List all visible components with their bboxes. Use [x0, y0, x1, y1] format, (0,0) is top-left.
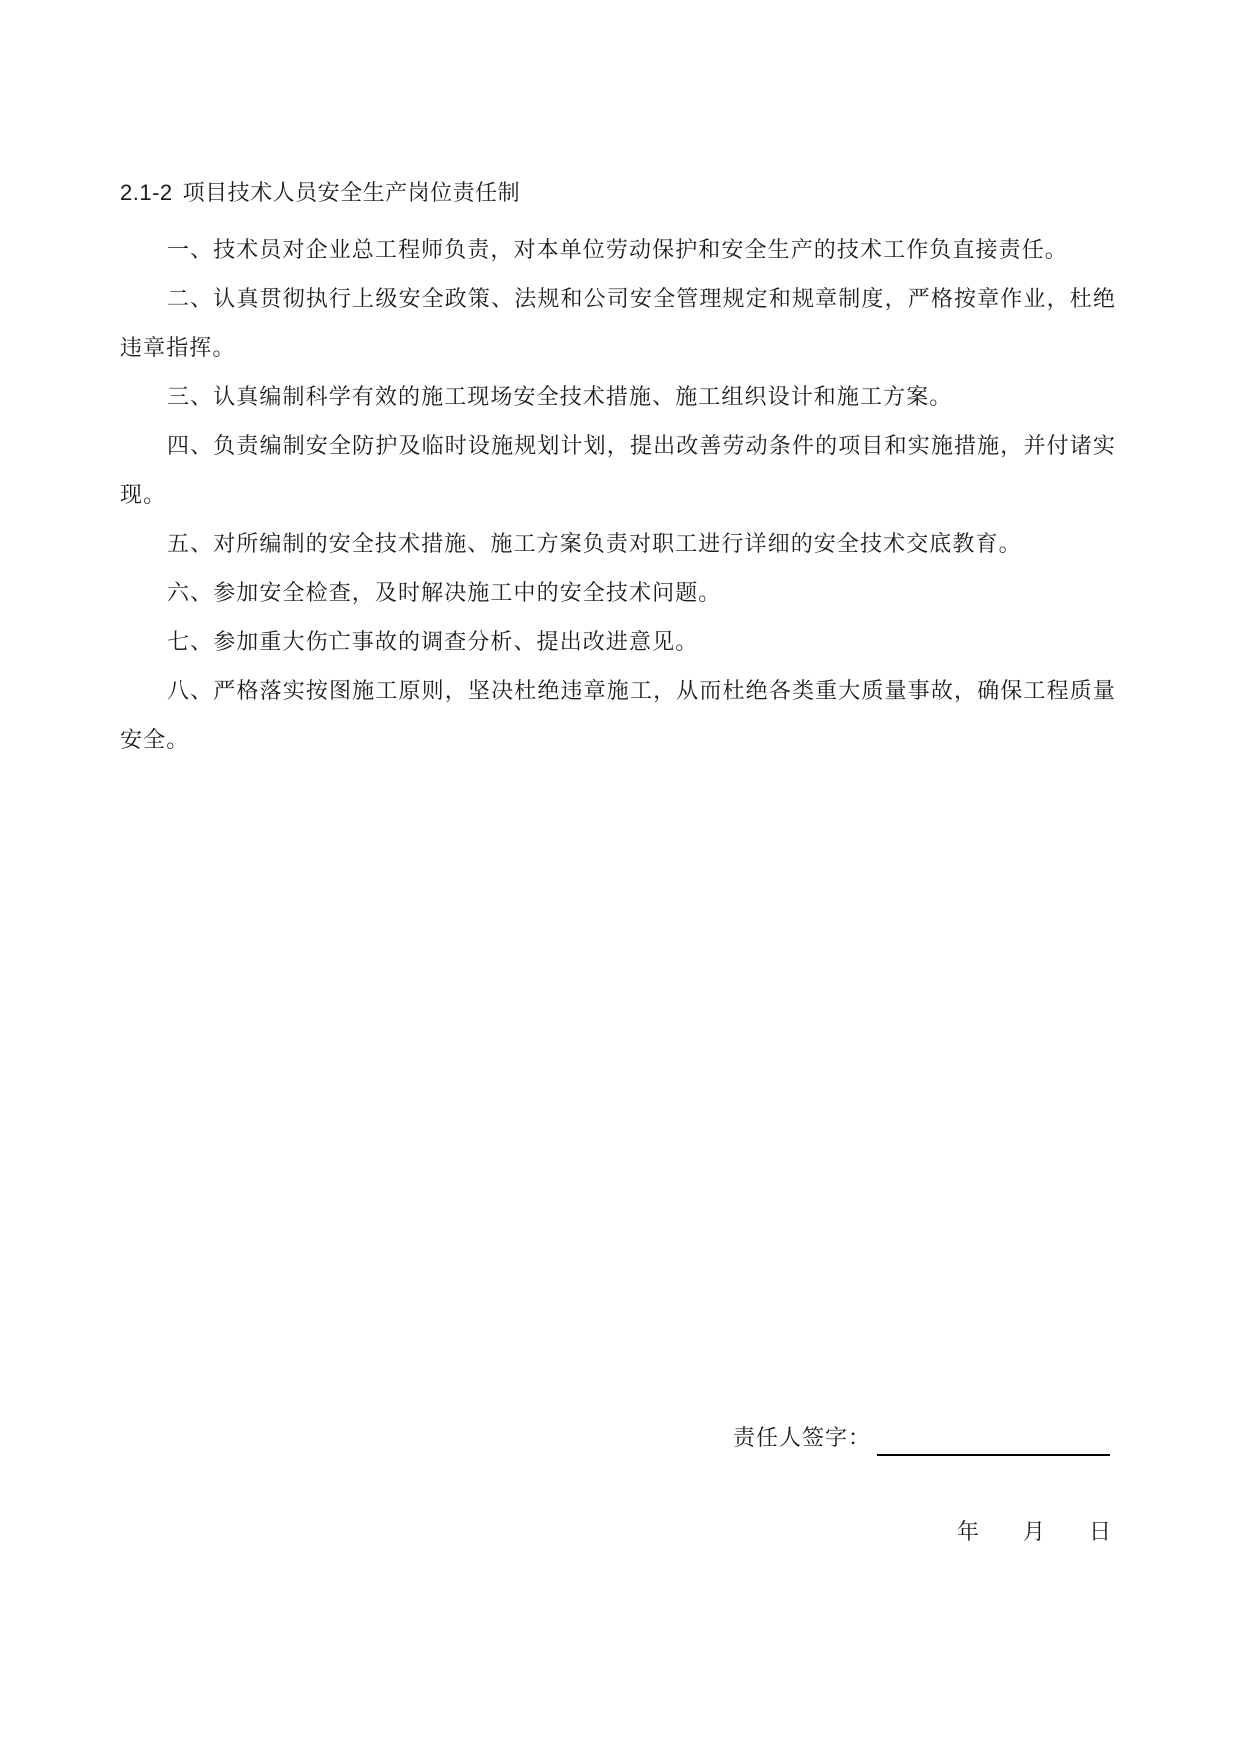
section-title: 项目技术人员安全生产岗位责任制	[182, 181, 521, 206]
paragraph-8: 八、严格落实按图施工原则，坚决杜绝违章施工，从而杜绝各类重大质量事故，确保工程质量安全。	[120, 679, 1116, 753]
paragraph-4: 四、负责编制安全防护及临时设施规划计划，提出改善劳动条件的项目和实施措施，并付诸实现。	[120, 434, 1116, 508]
signature-label: 责任人签字：	[733, 1426, 872, 1451]
date-year-label: 年	[957, 1520, 980, 1545]
document-body	[120, 176, 1116, 765]
signature-block	[733, 1422, 1110, 1456]
date-day-label: 日	[1089, 1520, 1112, 1545]
section-number: 2.1-2	[120, 180, 173, 205]
paragraph-6: 六、参加安全检查，及时解决施工中的安全技术问题。	[167, 581, 722, 606]
section-heading	[120, 176, 1116, 211]
date-month-label: 月	[1023, 1520, 1046, 1545]
paragraph-1: 一、技术员对企业总工程师负责，对本单位劳动保护和安全生产的技术工作负直接责任。	[167, 238, 1068, 263]
paragraph-3: 三、认真编制科学有效的施工现场安全技术措施、施工组织设计和施工方案。	[167, 385, 953, 410]
date-block	[957, 1516, 1111, 1550]
paragraph-7: 七、参加重大伤亡事故的调查分析、提出改进意见。	[167, 630, 699, 655]
paragraph-2: 二、认真贯彻执行上级安全政策、法规和公司安全管理规定和规章制度，严格按章作业，杜绝违章指挥。	[120, 287, 1116, 361]
paragraph-5: 五、对所编制的安全技术措施、施工方案负责对职工进行详细的安全技术交底教育。	[167, 532, 1022, 557]
signature-line	[877, 1426, 1110, 1456]
